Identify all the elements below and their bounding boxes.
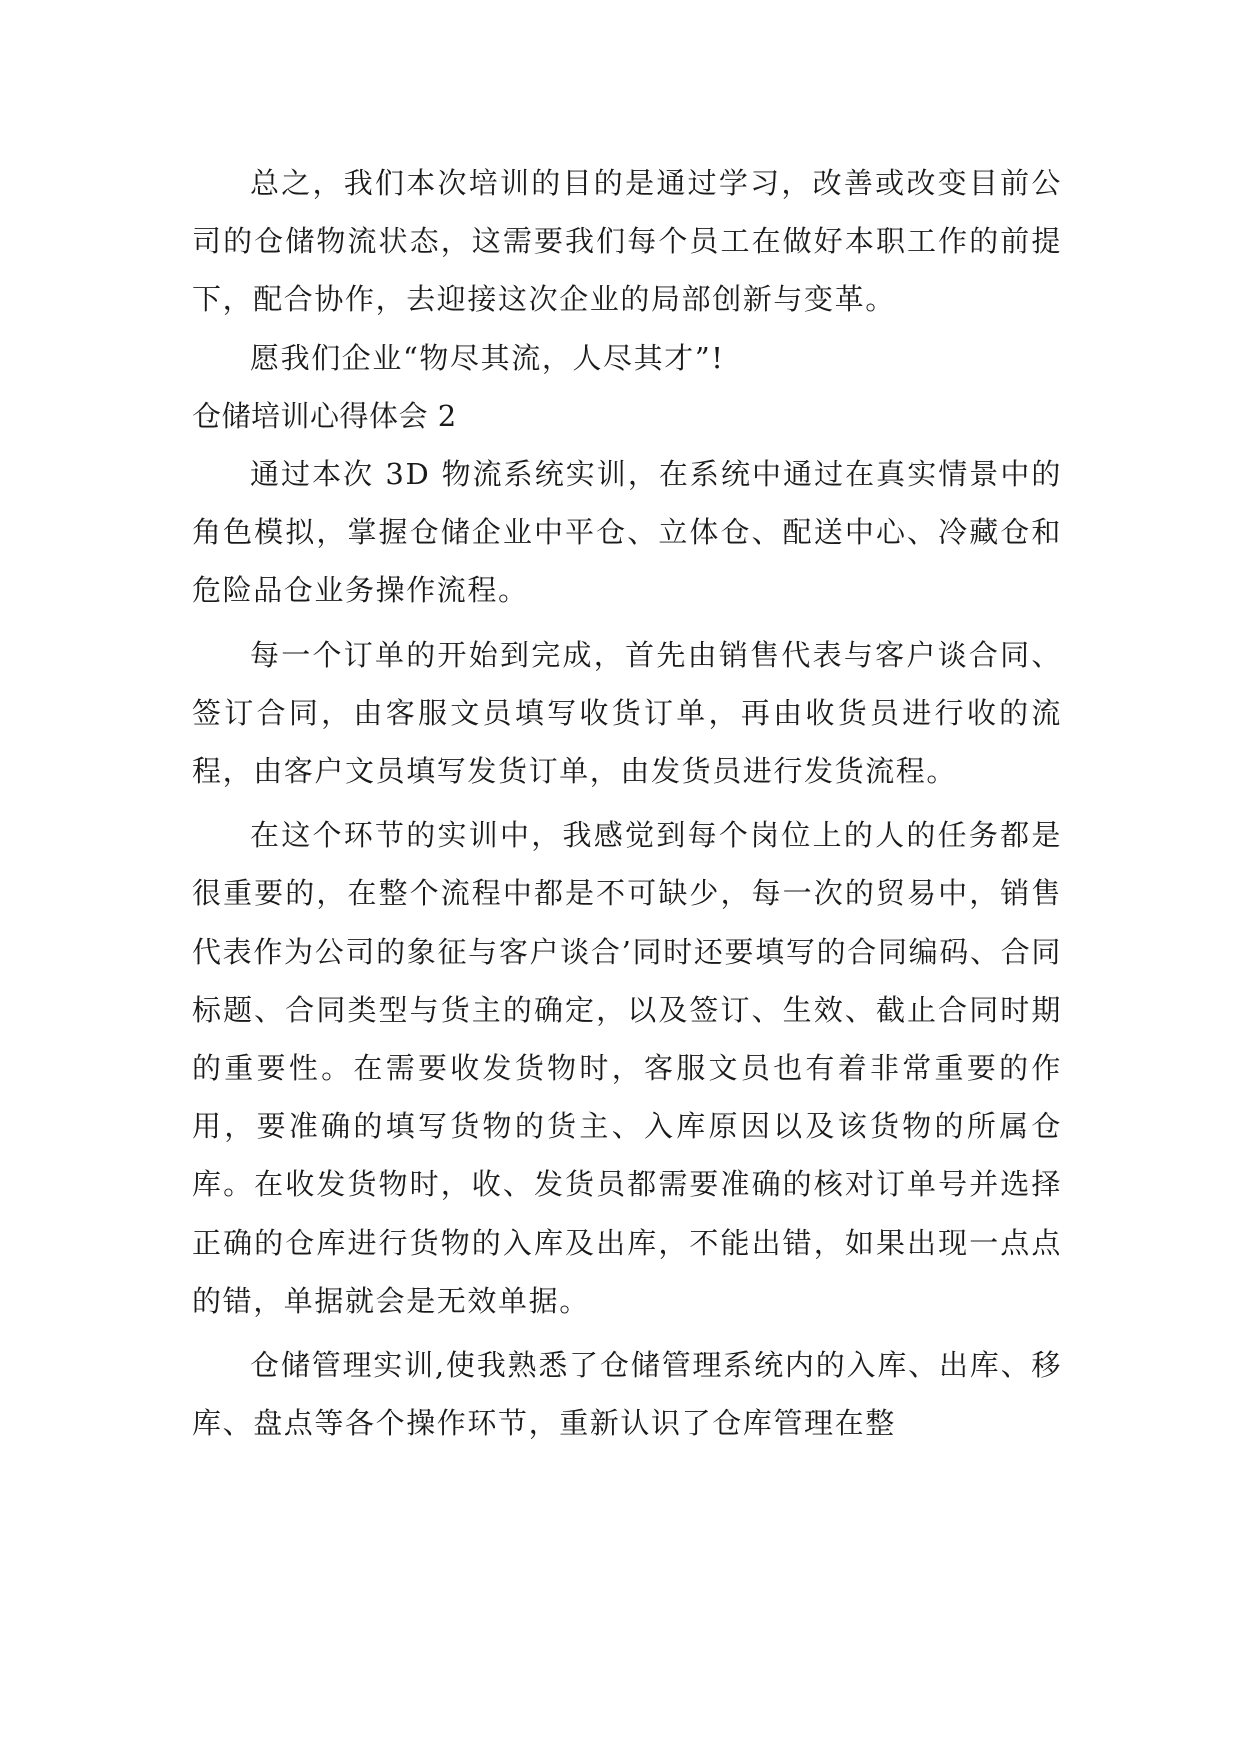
paragraph-wish: 愿我们企业“物尽其流，人尽其才”!	[250, 340, 725, 375]
paragraph-warehouse-management: 仓储管理实训,使我熟悉了仓储管理系统内的入库、出库、移库、盘点等各个操作环节，重新认识了仓库管理在整	[192, 1348, 1062, 1441]
document-body	[192, 154, 1062, 1452]
paragraph-order-flow: 每一个订单的开始到完成，首先由销售代表与客户谈合同、签订合同，由客服文员填写收货订单，再由收货员进行收的流程，由客户文员填写发货订单，由发货员进行发货流程。	[192, 637, 1062, 789]
paragraph-roles: 在这个环节的实训中，我感觉到每个岗位上的人的任务都是很重要的，在整个流程中都是不可缺少，每一次的贸易中，销售代表作为公司的象征与客户谈合’同时还要填写的合同编码、合同标题、合同类型与货主的确定，以及签订、生效、截止合同时期的重要性。在需要收发货物时，客服文员也有着非常重要的作用，要准确的填写货物的货主、入库原因以及该货物的所属仓库。在收发货物时，收、发货员都需要准确的核对订单号并选择正确的仓库进行货物的入库及出库，不能出错，如果出现一点点的错，单据就会是无效单据。	[192, 818, 1062, 1318]
paragraph-summary: 总之，我们本次培训的目的是通过学习，改善或改变目前公司的仓储物流状态，这需要我们每个员工在做好本职工作的前提下，配合协作，去迎接这次企业的局部创新与变革。	[192, 166, 1062, 317]
paragraph-3d-training: 通过本次 3D 物流系统实训，在系统中通过在真实情景中的角色模拟，掌握仓储企业中平仓、立体仓、配送中心、冷藏仓和危险品仓业务操作流程。	[192, 457, 1062, 608]
section-heading: 仓储培训心得体会 2	[192, 398, 457, 433]
